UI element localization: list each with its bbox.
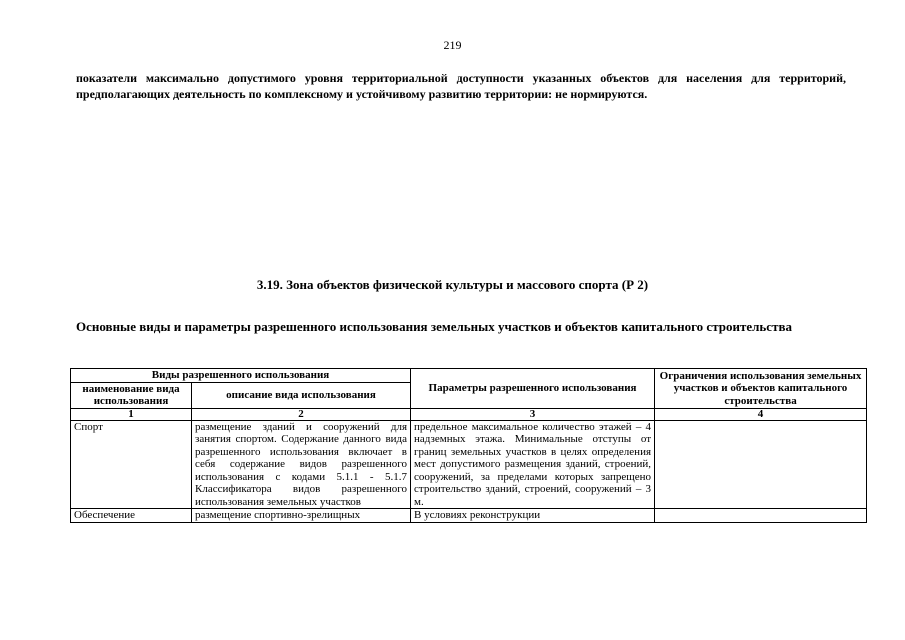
use-name-cell: Обеспечение bbox=[71, 509, 192, 523]
header-params: Параметры разрешенного использования bbox=[411, 369, 655, 409]
page-number: 219 bbox=[443, 38, 462, 52]
header-limits: Ограничения использования земельных участков и объектов капитального строительства bbox=[655, 369, 867, 409]
params-cell: предельное максимальное количество этажей – 4 надземных этажа. Минимальные отступы от границ земельных участков в целях определения мест допустимого размещения зданий, строений, сооружений, за пределами которых запрещено строительство зданий, строений, сооружений – 3 м. bbox=[411, 420, 655, 509]
table-subtitle: Основные виды и параметры разрешенного использования земельных участков и объектов капитального строительства bbox=[76, 319, 792, 334]
limits-cell bbox=[655, 509, 867, 523]
column-number-4: 4 bbox=[655, 408, 867, 420]
use-name-cell: Спорт bbox=[71, 420, 192, 509]
header-use-description: описание вида использования bbox=[192, 382, 411, 408]
column-number-3: 3 bbox=[411, 408, 655, 420]
limits-cell bbox=[655, 420, 867, 509]
params-cell: В условиях реконструкции bbox=[411, 509, 655, 523]
header-use-name: наименование вида использования bbox=[71, 382, 192, 408]
column-number-2: 2 bbox=[192, 408, 411, 420]
section-title: 3.19. Зона объектов физической культуры и массового спорта (Р 2) bbox=[256, 277, 649, 292]
table-row bbox=[71, 509, 867, 523]
use-description-cell: размещение спортивно-зрелищных bbox=[192, 509, 411, 523]
table-row bbox=[71, 420, 867, 509]
header-permitted-use-types: Виды разрешенного использования bbox=[71, 369, 411, 383]
intro-paragraph: показатели максимально допустимого уровня территориальной доступности указанных объектов для населения для территорий, предполагающих деятельность по комплексному и устойчивому развитию территории: не нормируются. bbox=[76, 71, 846, 101]
permitted-use-table bbox=[70, 368, 867, 523]
use-description-cell: размещение зданий и сооружений для занятия спортом. Содержание данного вида разрешенного использования включает в себя содержание видов разрешенного использования с кодами 5.1.1 - 5.1.7 Классификатора видов разрешенного использования земельных участков bbox=[192, 420, 411, 509]
column-number-1: 1 bbox=[71, 408, 192, 420]
